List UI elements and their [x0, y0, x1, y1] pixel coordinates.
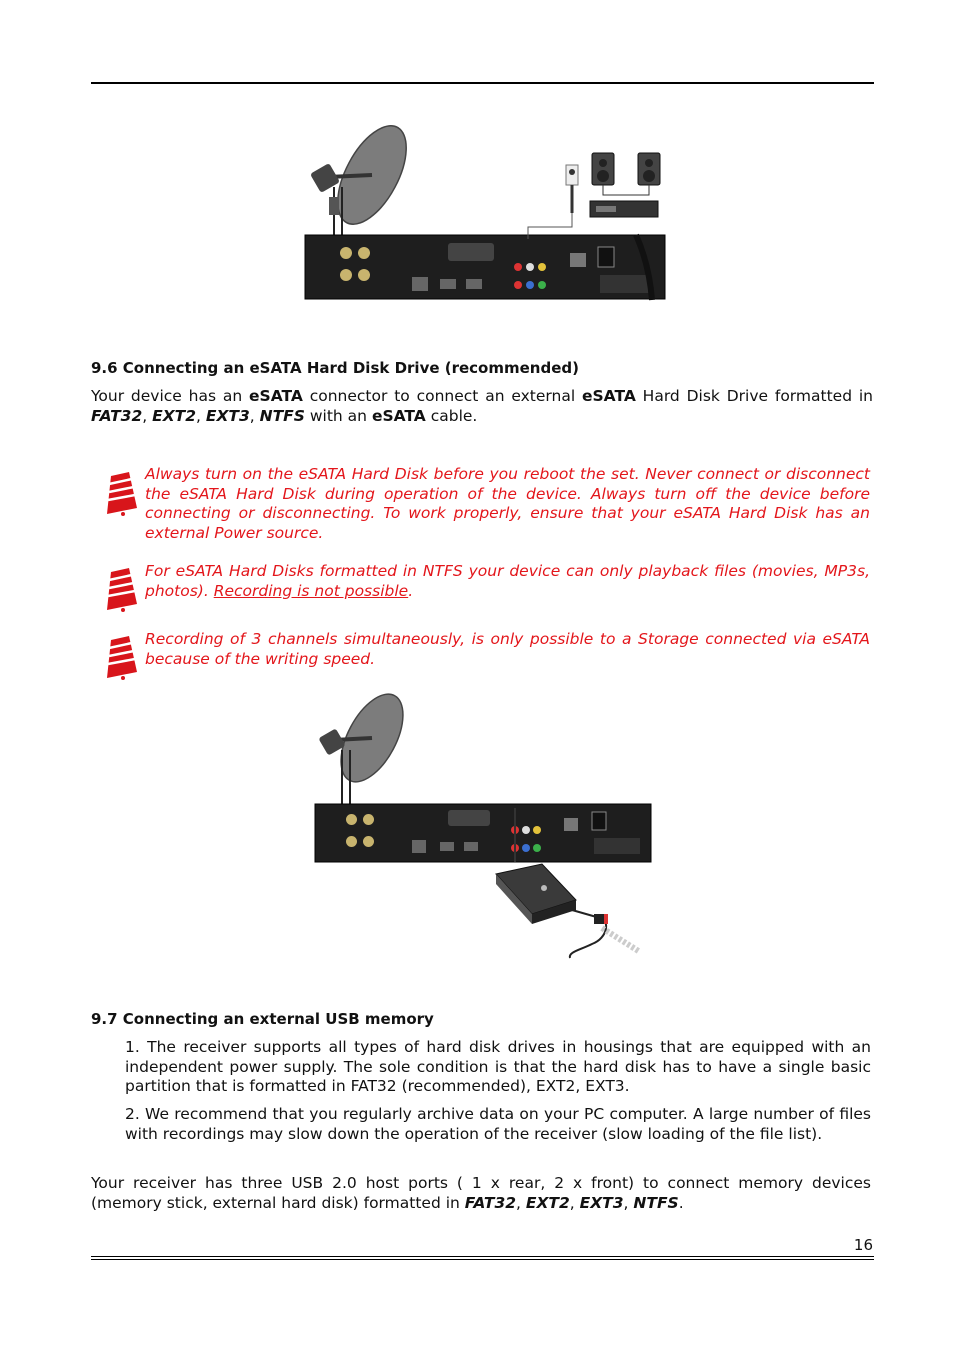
receiver-back-panel-icon — [305, 235, 665, 300]
satellite-dish-icon — [310, 115, 420, 235]
satellite-dish-icon — [318, 688, 415, 804]
section-heading-esata: 9.6 Connecting an eSATA Hard Disk Drive (recommended) — [91, 359, 579, 377]
header-rule — [91, 82, 874, 84]
warning-text-ntfs: For eSATA Hard Disks formatted in NTFS your device can only playback files (movies, MP3s, photos). Recording is not possible. — [145, 562, 870, 600]
usb-item-1: 1. The receiver supports all types of hard disk drives in housings that are equipped with an independent power supply. The sole condition is that the hard disk has to have a single basic partition that is formatted in FAT32 (recommended), EXT2, EXT3. — [125, 1038, 871, 1095]
speakers-icon — [592, 153, 660, 195]
warning-bell-icon — [101, 634, 141, 680]
esata-intro-paragraph: Your device has an eSATA connector to connect an external eSATA Hard Disk Drive formatted in FAT32, EXT2, EXT3, NTFS with an eSATA cable. — [91, 387, 873, 425]
connection-diagram-audio — [300, 115, 670, 303]
connection-diagram-esata — [310, 688, 655, 972]
usb-item-2: 2. We recommend that you regularly archive data on your PC computer. A large number of files with recordings may slow down the operation of the receiver (slow loading of the file list). — [125, 1105, 871, 1143]
footer-rule — [91, 1256, 874, 1257]
footer-rule — [91, 1259, 874, 1260]
warning-bell-icon — [101, 566, 141, 612]
usb-outro-paragraph: Your receiver has three USB 2.0 host ports ( 1 x rear, 2 x front) to connect memory devices (memory stick, external hard disk) formatted in FAT32, EXT2, EXT3, NTFS. — [91, 1174, 871, 1212]
warning-text-recording: Recording of 3 channels simultaneously, is only possible to a Storage connected via eSATA because of the writing speed. — [145, 630, 870, 668]
receiver-back-panel-icon — [315, 804, 651, 862]
page-number: 16 — [853, 1236, 873, 1254]
warning-bell-icon — [101, 470, 141, 516]
section-heading-usb: 9.7 Connecting an external USB memory — [91, 1010, 434, 1028]
warning-text-power: Always turn on the eSATA Hard Disk before you reboot the set. Never connect or disconnect the eSATA Hard Disk during operation of the device. Always turn off the device before connecting or disconnecting. To work properly, ensure that your eSATA Hard Disk has an external Power source. — [145, 465, 870, 542]
